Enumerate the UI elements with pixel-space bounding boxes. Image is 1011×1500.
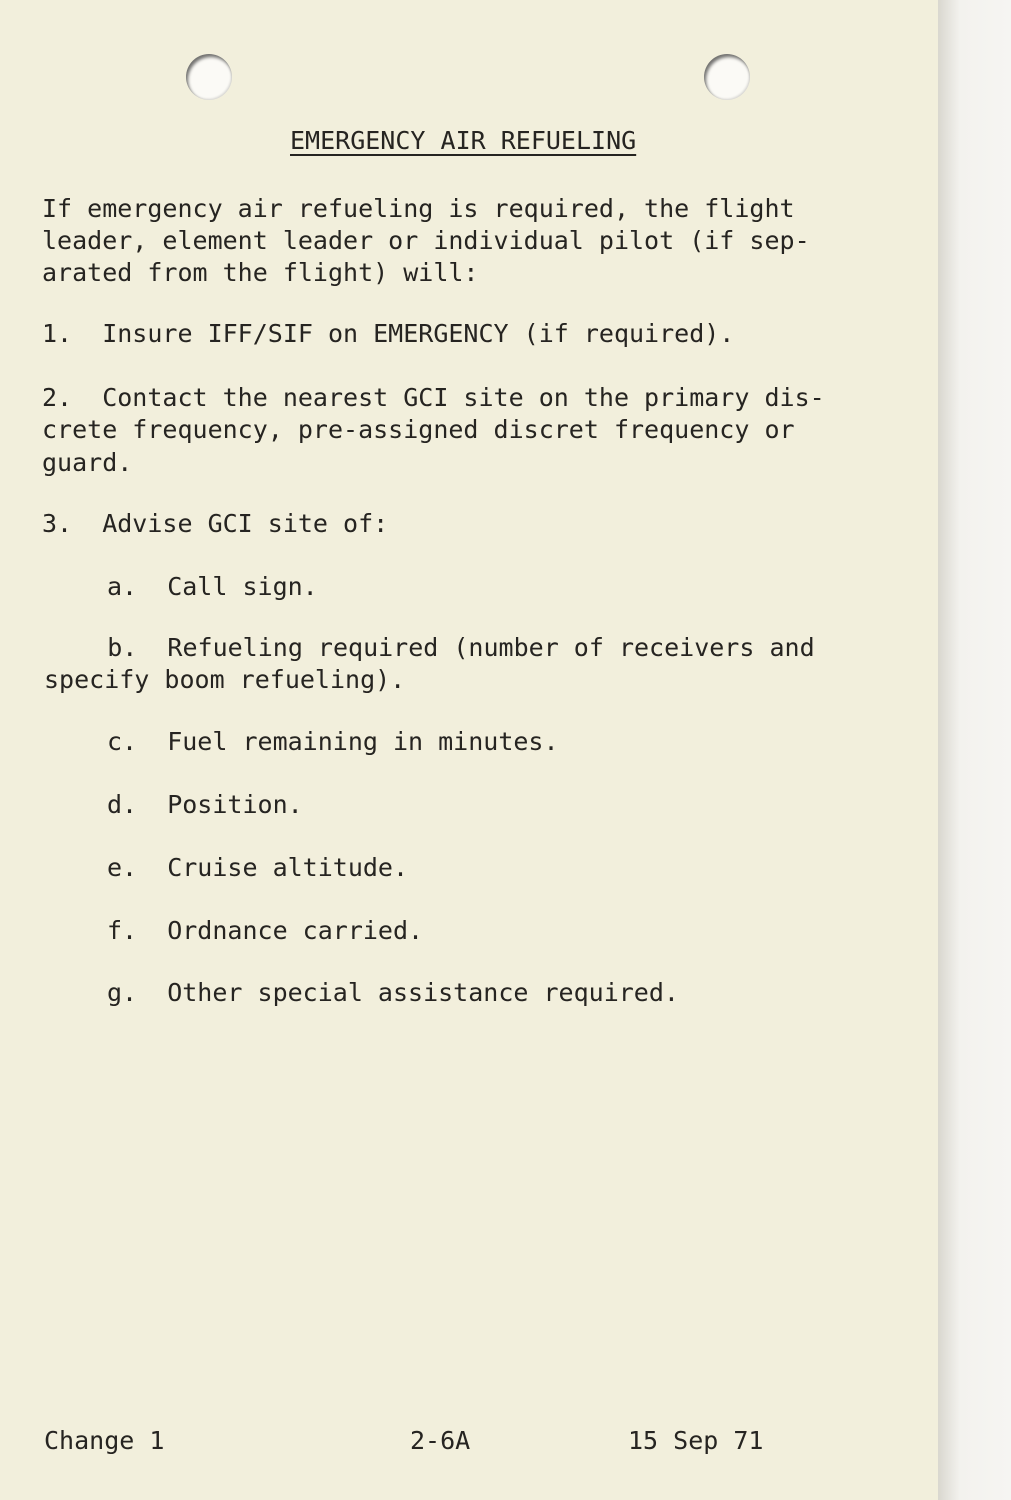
subitem-a: a. Call sign. bbox=[107, 572, 318, 601]
step-3: 3. Advise GCI site of: bbox=[42, 509, 389, 538]
step-2-line-1: 2. Contact the nearest GCI site on the primary dis- bbox=[42, 383, 825, 412]
document-title: EMERGENCY AIR REFUELING bbox=[290, 126, 637, 155]
step-2-line-3: guard. bbox=[42, 448, 133, 477]
subitem-d: d. Position. bbox=[107, 790, 303, 819]
intro-line-2: leader, element leader or individual pilot (if sep- bbox=[42, 226, 810, 255]
subitem-c: c. Fuel remaining in minutes. bbox=[107, 727, 559, 756]
subitem-f: f. Ordnance carried. bbox=[107, 916, 424, 945]
footer-date: 15 Sep 71 bbox=[628, 1426, 764, 1455]
footer-page-number: 2-6A bbox=[410, 1426, 471, 1455]
punch-hole-left bbox=[186, 54, 232, 100]
background-edge bbox=[938, 0, 1011, 1500]
subitem-b-line-1: b. Refueling required (number of receivers and bbox=[47, 633, 815, 662]
step-1: 1. Insure IFF/SIF on EMERGENCY (if required). bbox=[42, 319, 735, 348]
subitem-e: e. Cruise altitude. bbox=[107, 853, 409, 882]
subitem-g: g. Other special assistance required. bbox=[107, 978, 679, 1007]
intro-line-1: If emergency air refueling is required, the flight bbox=[42, 194, 795, 223]
footer-change: Change 1 bbox=[44, 1426, 165, 1455]
punch-hole-right bbox=[704, 54, 750, 100]
intro-line-3: arated from the flight) will: bbox=[42, 258, 479, 287]
subitem-b-line-2: specify boom refueling). bbox=[44, 665, 406, 694]
step-2-line-2: crete frequency, pre-assigned discret frequency or bbox=[42, 415, 795, 444]
